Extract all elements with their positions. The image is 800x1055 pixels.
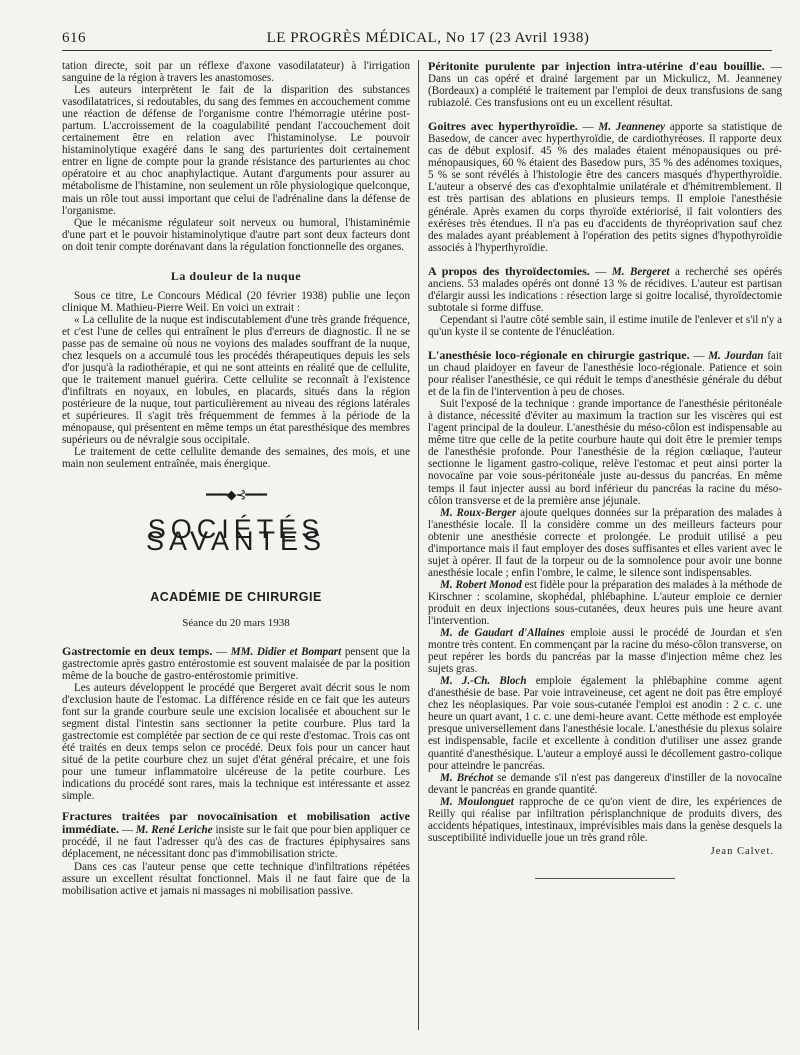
left-column: [62, 60, 410, 1050]
paragraph: Le traitement de cette cellulite demande des semaines, des mois, et une main non seulement entraînée, mais énergique.: [62, 446, 410, 471]
speaker: M. Roux-Berger: [440, 506, 517, 519]
report-text: ajoute quelques données sur la préparation des malades à l'anesthésie locale. Il la considère comme un des meilleurs facteurs pour obtenir une anesthésie correcte et prolongée. Le produit utilisé a peu d'importance mais il faut employer des doses suffisantes et elles varient avec le sujet à opérer. Il faut de la torpeur ou de la somnolence pour avoir une bonne anesthésie locale ; enfin l'ombre, le calme, le silence sont indispensables.: [428, 506, 782, 579]
report-text: a recherché ses opérés anciens. 53 malades opérés ont donné 13 % de récidives. L'auteur est partisan d'élargir aussi les indications : résection large si goitre localisé, thyroïdectomie subtotale si forme diffuse.: [428, 265, 782, 314]
signature: Jean Calvet.: [710, 845, 774, 857]
report-text: emploie aussi le procédé de Jourdan et s'en montre très content. En commençant par la racine du méso-côlon transverse, on peut repérer les bords du pancréas par la masse d'injection même chez les sujets gras.: [428, 627, 782, 676]
right-column: [428, 60, 782, 1050]
report-peritonite: [428, 60, 782, 109]
paragraph-gaudart: [428, 627, 782, 675]
speaker: M. Bergeret: [611, 265, 670, 278]
seance-date: Séance du 20 mars 1938: [182, 616, 290, 629]
nuque-heading: La douleur de la nuque: [170, 268, 302, 283]
speaker: M. Jeanneney: [598, 121, 666, 134]
paragraph: Les auteurs développent le procédé que Bergeret avait décrit sous le nom d'exclusion haute de l'estomac. La différence réside en ce fait que les auteurs font sur la grande courbure seule une excision localisée et abouchent sur le segment distal l'intestin sans sectionner la petite courbure. Plus tard la gastrectomie est complétée par section de ce qui reste d'estomac. Trois cas ont été traités en deux temps selon ce procédé. Deux fois pour un cancer haut situé de la petite courbure chez un sujet d'état général précaire, et une fois pour une tumeur inflammatoire ulcéreuse de la petite courbure. Les indications du procédé sont rares, mais la technique est intéressante et assez simple.: [62, 681, 410, 803]
paragraph: Suit l'exposé de la technique : grande importance de l'anesthésie péritonéale à distance, nécessité d'éviter au maximum la traction sur les viscères qui est l'agent principal de la douleur. L'anesthésie du méso-côlon est indispensable au même titre que celle de la petite courbure haute qui doit être le premier temps de l'anesthésie profonde. Pour l'anesthésie de la région cœliaque, l'auteur sectionne le ligament gastro-colique, relève l'estomac et peut ainsi porter la novocaïne par voie sous-péritonéale juste au-dessus du pancréas. En même temps il faut injecter aussi au bord inférieur du pancréas la racine du méso-côlon transverse et de la première anse jéjunale.: [428, 398, 782, 507]
journal-title: LE PROGRÈS MÉDICAL, No 17 (23 Avril 1938): [266, 30, 590, 46]
speaker: M. Bréchot: [440, 771, 494, 784]
report-anesthesie: L'anesthésie loco-régionale en chirurgie gastrique. — M. Jourdan fait un chaud plaidoyer en faveur de l'anesthésie loco-régionale. Patience et soin pour réaliser l'anesthésie, ce qui réduit le temps d'anesthésie générale du début et de la fin de l'intervention à peu de choses.: [428, 347, 782, 399]
report-text: fait un chaud plaidoyer en faveur de l'anesthésie loco-régionale. Patience et soin pour réaliser l'anesthésie, ce qui réduit le temps d'anesthésie générale du début et de la fin de l'intervention à peu de choses.: [428, 349, 782, 399]
report-fractures: Fractures traitées par novocaïnisation et mobilisation active immédiate. — M. René Leriche insiste sur le fait que pour bien appliquer ce procédé, il ne faut l'adresser qu'à des cas de fractures épiphysaires sans déplacement, ne nécessitant donc pas d'immobilisation stricte.: [62, 809, 410, 861]
paragraph-bloch: [428, 675, 782, 771]
report-text: apporte sa statistique de Basedow, de cancer avec hyperthyroïdie, de cardiothyréoses. Il rapporte deux cas de début explosif. 45 % des malades étaient ménopausiques ou pré-ménopausiques, 60 % étaient des Basedow purs, 35 % des adénomes toxiques, 5 % se sont révélés à l'histologie être des cancers masqués d'hyperthyroïdie. L'auteur a observé des cas d'exophtalmie unilatérale et d'hémitremblement. Il est très partisan des ablations en plusieurs temps. Il emploie l'anesthésie générale. Après examen du corps thyroïde extériorisé, il fait volontiers des exérèses très étendues. Il n'a pas eu d'accidents de thyréoprivation sauf chez des malades ayant préablement à l'opération des petits signes d'hypothyroïdie associés à l'hyperthyroïdie.: [428, 121, 782, 254]
report-text: est fidèle pour la préparation des malades à la méthode de Kirschner : scolamine, skophédal, phlébaphine. L'auteur emploie ce dernier produit en deux injections sous-cutanées, deux heures puis une heure avant l'intervention.: [428, 578, 782, 628]
paragraph-moulonguet: [428, 796, 782, 844]
report-text: rapproche de ce qu'on vient de dire, les expériences de Reilly qui réalise par infiltration périsplanchnique de produits divers, des accidents hépatiques, intestinaux, imprévisibles mais dans la genèse desquels la susceptibilité individuelle joue un très grand rôle.: [428, 795, 782, 844]
report-title: L'anesthésie loco-régionale en chirurgie gastrique.: [428, 347, 690, 362]
speaker: MM. Didier et Bompart: [230, 645, 342, 658]
speaker: M. de Gaudart d'Allaines: [440, 627, 565, 640]
section-heading: [62, 270, 410, 282]
speaker: M. J.-Ch. Bloch: [440, 675, 527, 688]
report-thyroidectomies: A propos des thyroïdectomies. — M. Bergeret a recherché ses opérés anciens. 53 malades opérés ont donné 13 % de récidives. L'auteur est partisan d'élargir aussi les indications : résection large si goitre localisé, thyroïdectomie subtotale si forme diffuse.: [428, 263, 782, 314]
report-title: Gastrectomie en deux temps.: [62, 643, 213, 658]
speaker: M. Jourdan: [708, 349, 764, 362]
report-title: Péritonite purulente par injection intra-utérine d'eau bouillie.: [428, 60, 765, 73]
paragraph: Dans ces cas l'auteur pense que cette technique d'infiltrations répétées assure un excellent résultat fonctionnel. Mais il ne faut faire que de la mobilisation active et jamais ni massages ni mobilisation passive.: [62, 860, 410, 897]
paragraph: Que le mécanisme régulateur soit nerveux ou humoral, l'histaminémie d'une part et le pouvoir histaminolytique d'autre part sont deux facteurs dont on doit tenir compte dorénavant dans la régulation fonctionnelle des organes.: [62, 216, 410, 253]
report-title: Goitres avec hyperthyroïdie.: [428, 119, 578, 134]
ornament-divider: ━━━◆⊰━━━: [206, 486, 266, 502]
report-text: pensent que la gastrectomie après gastro entérostomie est souvent malaisée de par la position même de la bouche de gastro-entérostomie primitive.: [62, 645, 410, 682]
running-head: [62, 30, 770, 50]
academy-heading: ACADÉMIE DE CHIRURGIE: [150, 589, 322, 604]
page-number: 616: [62, 30, 86, 46]
speaker: M. Moulonguet: [440, 795, 514, 808]
paragraph: « La cellulite de la nuque est indiscutablement d'une très grande fréquence, et c'est l'une de celles qui entraînent le plus d'erreurs de diagnostic. Il ne se passe pas de semaine où nous ne voyions des malades souffrant de la nuque, chez lesquels on a accumulé tous les procédés thérapeutiques depuis les sels d'or jusqu'à la radiothérapie, et qui ne sont atteints en réalité que de cellulite, que le traitement manuel guérira. Cette cellulite se reconnaît à l'existence d'infiltrats en noyaux, en lobules, en placards, situés dans la région postérieure de la nuque, tout particulièrement au niveau des régions latérales et supérieures. Il s'agit très fréquemment de femmes à la période de la ménopause, qui présentent en même temps un état paresthésique des membres supérieurs ou de névralgie sous occipitale.: [62, 313, 410, 447]
report-text: emploie également la phlébaphine comme agent d'anesthésie de base. Par voie intraveineuse, cet agent ne doit pas être employé chez les néoplasiques. Par voie sous-cutanée l'emploi est anodin : 2 c. c. une heure un quart avant, 1 c. c. une demi-heure avant. Cette méthode est employée presque universellement dans l'anesthésie locale. L'anesthésie du plexus solaire est indispensable, facile et excellente à condition d'utiliser une assez grande quantité d'anesthésique. L'auteur a employé aussi le décollement gastro-colique pour atteindre le pancréas.: [428, 675, 782, 772]
paragraph: tation directe, soit par un réflexe d'axone vasodilatateur) à l'irrigation sanguine de la région à travers les anastomoses.: [62, 60, 410, 85]
report-text: insiste sur le fait que pour bien appliquer ce procédé, il ne faut l'adresser qu'à des cas de fractures épiphysaires sans déplacement, ne nécessitant donc pas d'immobilisation stricte.: [62, 824, 410, 861]
spacer: [62, 253, 410, 264]
end-rule: [535, 878, 675, 879]
report-text: se demande s'il n'est pas dangereux d'instiller de la novocaïne devant le pancréas en grande quantité.: [428, 771, 782, 796]
report-goitres: Goitres avec hyperthyroïdie. — M. Jeanneney apporte sa statistique de Basedow, de cancer avec hyperthyroïdie, de cardiothyréoses. Il rapporte deux cas de début explosif. 45 % des malades étaient ménopausiques ou pré-ménopausiques, 60 % étaient des Basedow purs, 35 % des adénomes toxiques, 5 % se sont révélés à l'histologie être des cancers masqués d'hyperthyroïdie. L'auteur a observé des cas d'exophtalmie unilatérale et d'hémitremblement. Il est très partisan des ablations en plusieurs temps. Il emploie l'anesthésie générale. Après examen du corps thyroïde extériorisé, il fait volontiers des exérèses très étendues. Il n'a pas eu d'accidents de thyréoprivation sauf chez des malades ayant préablement à l'opération des petits signes d'hypothyroïdie associés à l'hyperthyroïdie.: [428, 119, 782, 254]
paragraph: Les auteurs interprètent le fait de la disparition des substances vasodilatatrices, si redoutables, du sang des femmes en accouchement comme une réaction de défense de l'organisme contre l'hémorragie utérine post-partum. L'accroissement de la coagulabilité pendant l'accouchement doit certainement être en relation avec l'histaminolyse. Le pouvoir histaminolytique exagéré dans le sang des parturientes doit certainement entrer en ligne de compte pour la grande résistance des parturientes au choc opératoire et au choc anaphylactique. Autant d'arguments pour assurer au métabolisme de l'histamine, non seulement un rôle physiologique quelconque, mais un rôle tout aussi important que celui de l'adrénaline dans la défense de l'organisme.: [62, 84, 410, 217]
report-title: A propos des thyroïdectomies.: [428, 263, 590, 278]
header-rule: [62, 50, 772, 51]
column-divider: [418, 60, 419, 1030]
report-title: Fractures traitées par novocaïnisation et mobilisation active immédiate.: [62, 809, 410, 837]
paragraph-roux-berger: [428, 507, 782, 579]
report-gastrectomie: Gastrectomie en deux temps. — MM. Didier et Bompart pensent que la gastrectomie après gastro entérostomie est souvent malaisée de par la position même de la bouche de gastro-entérostomie primitive.: [62, 643, 410, 682]
paragraph-monod: [428, 579, 782, 627]
societes-savantes-banner: SOCIÉTÉS SAVANTES: [145, 513, 327, 556]
paragraph-brechot: [428, 772, 782, 796]
paragraph: Sous ce titre, Le Concours Médical (20 février 1938) publie une leçon clinique M. Mathieu-Pierre Weil. En voici un extrait :: [62, 289, 410, 314]
speaker: M. Robert Monod: [440, 578, 522, 591]
report-text: — Dans un cas opéré et drainé largement par un Mickulicz, M. Jeanneney (Bordeaux) a complété le traitement par l'emploi de deux transfusions de sang rubiazolé. Ces transfusions ont eu un excellent résultat.: [428, 61, 782, 110]
speaker: M. René Leriche: [135, 824, 213, 837]
paragraph: Cependant si l'autre côté semble sain, il estime inutile de l'enlever et s'il n'y a qu'un kyste il se contente de l'énucléation.: [428, 313, 782, 338]
